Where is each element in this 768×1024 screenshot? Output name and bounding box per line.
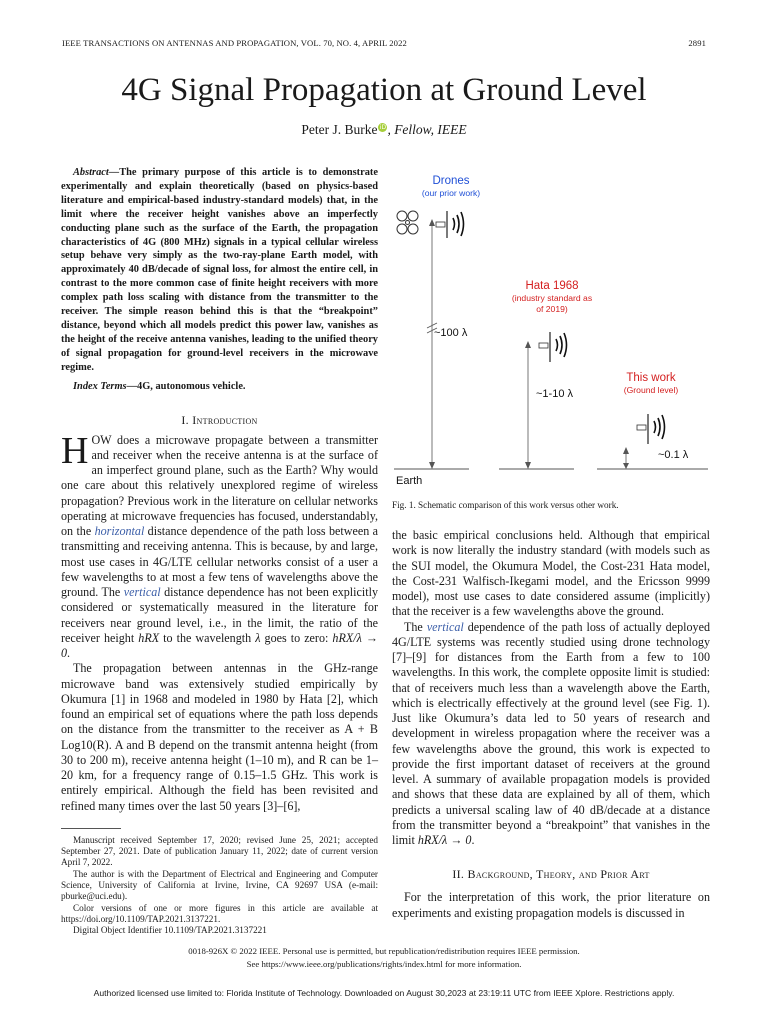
section-heading-introduction — [61, 413, 378, 428]
this-work-title: This work — [626, 372, 676, 384]
ground-receiver-icon — [637, 414, 665, 444]
this-work-subtitle: (Ground level) — [623, 385, 679, 395]
intro-paragraph-2: The propagation between antennas in the GHz-range microwave band was extensively studied empirically by Okumura [1] in 1968 and modeled in 1980 by Hata [2], which found an empirical set of equations where the path loss depends on the distance from the transmitter to the receiver as A + B Log10(R). A and B depend on the transmit antenna height (from 30 to 200 m), receive antenna height (1–10 m), and R can be 1–20 km, for a frequency range of 0.15–1.5 GHz. This work is entirely empirical. Although the field has been revisited and refined many times over the last 50 years [3]–[6], — [61, 661, 378, 813]
abstract-lead: Abstract— — [73, 167, 120, 178]
license-notice: Authorized licensed use limited to: Florida Institute of Technology. Downloaded on August 30,2023 at 23:19:11 UTC from IEEE Xplore. Restrictions apply. — [93, 988, 675, 998]
index-terms-text: 4G, autonomous vehicle. — [137, 380, 246, 392]
drones-receiver-icon — [436, 211, 464, 238]
figure-1 — [392, 166, 710, 496]
abstract — [61, 166, 378, 375]
article-title: 4G Signal Propagation at Ground Level — [121, 72, 647, 108]
text-run: goes to zero: — [260, 630, 333, 645]
math-limit: hRX/λ → 0 — [417, 833, 472, 847]
math-limit: hRX/λ → 0 — [61, 630, 378, 660]
left-column — [61, 166, 378, 936]
text-run: The — [404, 619, 427, 634]
copyright-notice: 0018-926X © 2022 IEEE. Personal use is permitted, but republication/redistribution requires IEEE permission. — [188, 946, 580, 956]
hata-title: Hata 1968 — [525, 280, 579, 292]
drone-icon — [397, 211, 418, 234]
math-hrx: hRX — [138, 630, 160, 645]
arrowhead-down — [429, 462, 435, 469]
emphasis-horizontal: horizontal — [94, 524, 145, 538]
arrowhead-up — [429, 219, 435, 226]
text-run: distance dependence of the path loss between a transmitting and receiving antenna. This is because, by and large, most use cases in 4G/LTE cellular networks consist of a user a few wavelengths to at most a few tens of wavelengths above the ground. The — [61, 524, 378, 599]
footnote-author: The author is with the Department of Electrical and Engineering and Computer Science, University of California at Irvine, Irvine, CA 92697 USA (e-mail: pburke@uci.edu). — [61, 868, 378, 902]
hata-subtitle-2: of 2019) — [536, 304, 568, 314]
index-terms-lead: Index Terms— — [73, 380, 137, 392]
arrowhead-down — [623, 463, 629, 469]
hata-receiver-icon — [539, 332, 567, 362]
author-name: Peter J. Burke — [301, 122, 378, 137]
drones-height-label: ~100 λ — [434, 327, 468, 339]
abstract-text: The primary purpose of this article is to demonstrate experimentally and explain theoretically (based on physics-based literature and empirical-based industry-standard models) that, in the limit where the receiver height vanishes above an imperfectly conducting plane such as the surface of the Earth, the propagation characteristics of 4G (800 MHz) signals in a typical cellular wireless setup behave very simply as the two-ray-plane Earth model, with approximately 40 dB/decade of signal loss, for almost the entire cell, in contrast to the more common case of finite height receivers with more complex path loss scaling with distance from the transmitter to the receiver. The simple reason behind this is that the “breakpoint” distance, beyond which all models predict this power law, vanishes as the height of the receive antenna vanishes, leading to the unified theory of signal propagation for ground-level receivers in the microwave regime. — [61, 167, 378, 373]
footnote-doi: Digital Object Identifier 10.1109/TAP.2021.3137221 — [73, 925, 267, 936]
figure-caption: Fig. 1. Schematic comparison of this work versus other work. — [392, 500, 619, 510]
text-run: dependence of the path loss of actually deployed 4G/LTE systems was recently studied using drone technology [7]–[9] for distances from the Earth from a few to 100 wavelengths. In this work, the complete opposite limit is studied: that of receivers much less than a wavelength above the Earth, which is electrically effectively at the ground level (see Fig. 1). Just like Okumura’s data led to 50 years of research and development in wireless propagation where the receiver was a few wavelengths above the ground, this work is expected to provide the first important dataset of receivers at the ground level. A summary of available propagation models is provided and shows that these data are explained by all of them, which predicts a universal scaling law of 40 dB/decade at a distance from the transmitter beyond a “breakpoint” that vanishes in the limit — [392, 619, 711, 847]
text-run: distance dependence has not been explicitly considered or systematically measured in the literature for receivers near ground level, i.e., in the limit, the ratio of the receiver height — [61, 585, 379, 645]
drones-subtitle: (our prior work) — [421, 188, 481, 198]
running-header — [62, 38, 706, 50]
ground-height-label: ~0.1 λ — [658, 449, 689, 461]
arrowhead-up — [623, 447, 629, 454]
hata-subtitle-1: (industry standard as — [511, 293, 593, 303]
right-paragraph-2 — [392, 620, 710, 849]
hata-height-label: ~1-10 λ — [536, 388, 573, 400]
section-numeral: II. — [452, 867, 468, 882]
intro-paragraph-1 — [61, 429, 379, 662]
author-line — [0, 122, 768, 138]
section-name: Introduction — [192, 412, 258, 427]
right-column — [392, 528, 710, 921]
index-terms — [61, 380, 378, 394]
author-affiliation: , Fellow, IEEE — [387, 122, 467, 137]
math-lambda: λ — [255, 630, 261, 645]
footnote-manuscript: Manuscript received September 17, 2020; revised June 25, 2021; accepted September 27, 2021. Date of publication January 11, 2022; date of current version April 7, 2022. — [61, 834, 378, 868]
earth-label: Earth — [396, 475, 423, 487]
arrowhead-up — [525, 341, 531, 348]
rights-link[interactable]: See https://www.ieee.org/publications/rights/index.html for more information. — [246, 959, 522, 969]
right-paragraph-3: For the interpretation of this work, the prior literature on experiments and existing propagation models is discussed in — [392, 890, 710, 920]
text-run: . — [471, 833, 475, 847]
text-run: to the wavelength — [159, 630, 256, 645]
right-paragraph-1: the basic empirical conclusions held. Although that empirical work is now literally the industry standard (with models such as the SUI model, the Okumura Model, the Cost-231 Hata model, the Cost-231 Walfisch-Ikegami model, and the Ericsson 9999 model), most use cases to date considered assume (implicitly) that the receiver is a few wavelengths above the ground. — [392, 528, 710, 619]
page-number: 2891 — [688, 38, 706, 48]
orcid-icon[interactable]: iD — [379, 123, 387, 131]
section-numeral: I. — [181, 412, 193, 427]
section-name: Background, Theory, and Prior Art — [467, 867, 650, 882]
emphasis-vertical: vertical — [426, 619, 464, 634]
section-heading-background — [392, 867, 710, 882]
drones-title: Drones — [432, 175, 470, 187]
drop-cap: H — [61, 429, 89, 472]
journal-name: IEEE TRANSACTIONS ON ANTENNAS AND PROPAGATION, VOL. 70, NO. 4, APRIL 2022 — [62, 38, 407, 48]
emphasis-vertical: vertical — [123, 585, 161, 599]
text-run: OW does a microwave propagate between a transmitter and receiver when the receive antenna is at the surface of an imperfect ground plane, such as the Earth? Why would one care about this relatively unexplored regime of wireless propagation? Previous work in the literature on cellular networks operating at microwave frequencies has focused, understandably, on the — [61, 432, 378, 538]
footnote-divider — [61, 828, 121, 829]
arrowhead-down — [525, 462, 531, 469]
text-run: . — [67, 646, 71, 660]
footnote-color: Color versions of one or more figures in this article are available at https://doi.org/10.1109/TAP.2021.3137221. — [61, 902, 378, 924]
